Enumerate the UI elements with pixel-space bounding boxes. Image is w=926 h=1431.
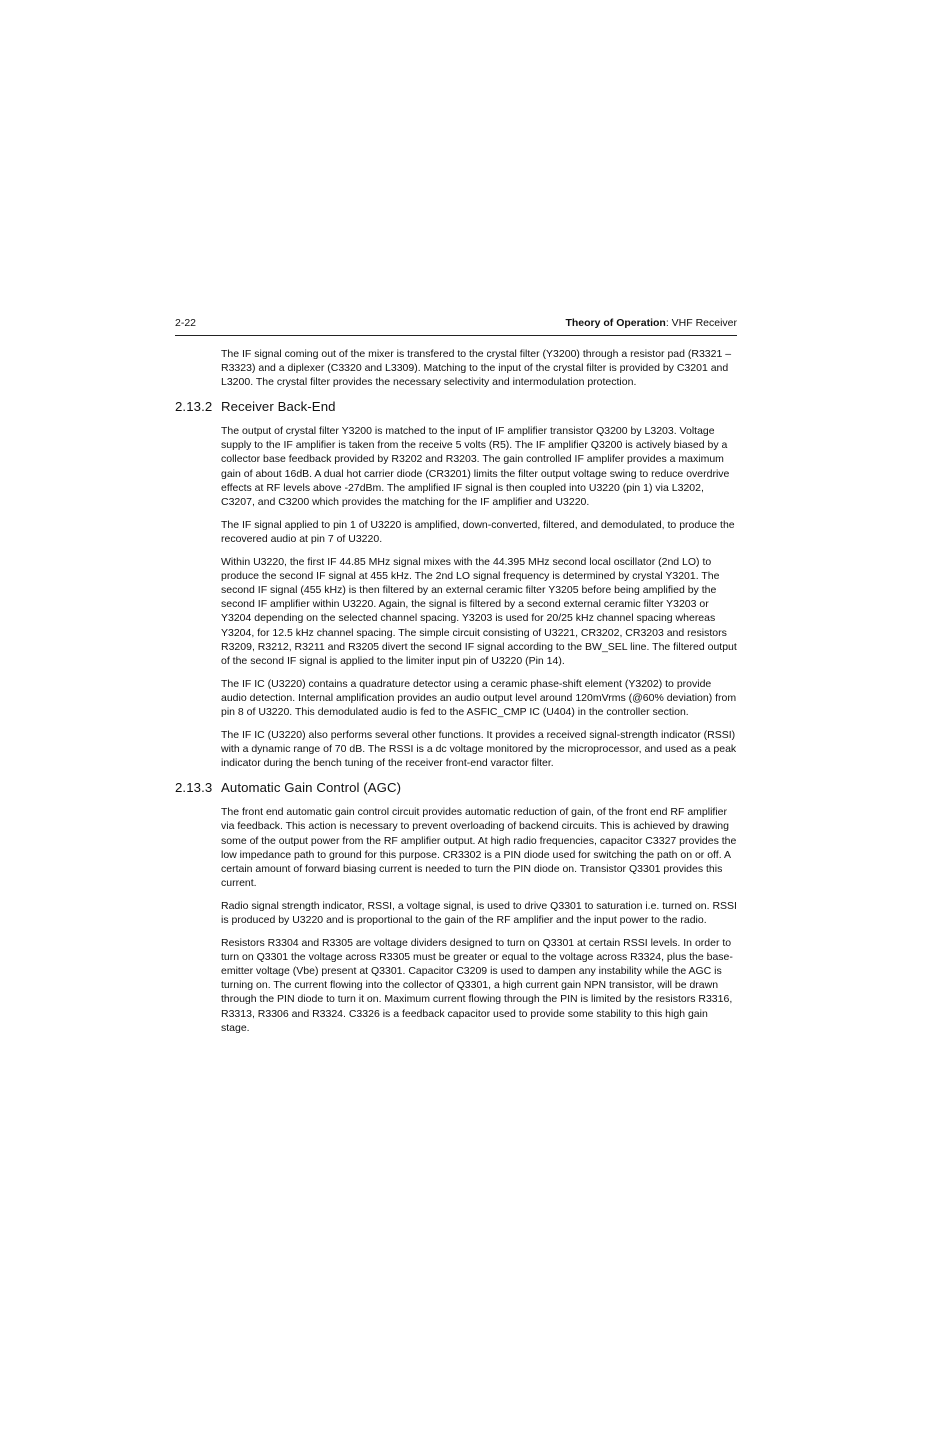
running-title [565, 317, 737, 329]
body-paragraph: The IF IC (U3220) also performs several other functions. It provides a received signal-strength indicator (RSSI) with a dynamic range of 70 dB. The RSSI is a dc voltage monitored by the microprocessor, and used as a peak indicator during the bench tuning of the receiver front-end varactor filter. [221, 729, 737, 770]
body-paragraph: The IF signal applied to pin 1 of U3220 is amplified, down-converted, filtered, and demodulated, to produce the recovered audio at pin 7 of U3220. [221, 518, 735, 545]
body-paragraph: The IF IC (U3220) contains a quadrature detector using a ceramic phase-shift element (Y3202) to provide audio detection. Internal amplification provides an audio output level around 120mVrms (@60% deviation) from pin 8 of U3220. This demodulated audio is fed to the ASFIC_CMP IC (U404) in the controller section. [221, 677, 737, 718]
section-number: 2.13.3 [175, 780, 213, 796]
intro-paragraph: The IF signal coming out of the mixer is transfered to the crystal filter (Y3200) through a resistor pad (R3321 – R3323) and a diplexer (C3320 and L3309). Matching to the input of the crystal filter is provided by C3201 and L3200. The crystal filter provides the necessary selectivity and intermodulation protection. [221, 348, 732, 389]
running-title-rest: : VHF Receiver [665, 317, 737, 329]
section-heading-receiver-back-end [175, 398, 737, 415]
body-paragraph: The front end automatic gain control circuit provides automatic reduction of gain, of the front end RF amplifier via feedback. This action is necessary to prevent overloading of backend circuits. This is achieved by drawing some of the output power from the RF amplifier output. At high radio frequencies, capacitor C3327 provides the low impedance path to ground for this purpose. CR3302 is a PIN diode used for switching the path on or off. A certain amount of forward biasing current is needed to turn the PIN diode on. Transistor Q3301 provides this current. [221, 806, 737, 889]
section-title: Receiver Back-End [221, 399, 336, 415]
section-heading-agc [175, 779, 737, 796]
running-title-bold: Theory of Operation [565, 317, 666, 329]
page-header [175, 316, 737, 336]
body-paragraph: Within U3220, the first IF 44.85 MHz signal mixes with the 44.395 MHz second local oscillator (2nd LO) to produce the second IF signal at 455 kHz. The 2nd LO signal frequency is determined by crystal Y3201. The second IF signal (455 kHz) is then filtered by an external ceramic filter Y3205 before being amplified by the second IF amplifier within U3220. Again, the signal is filtered by a second external ceramic filter Y3203 or Y3204 depending on the selected channel spacing. Y3203 is used for 20/25 kHz channel spacing whereas Y3204, for 12.5 kHz channel spacing. The simple circuit consisting of U3221, CR3202, CR3203 and resistors R3209, R3212, R3211 and R3205 divert the second IF signal according to the BW_SEL line. The filtered output of the second IF signal is applied to the limiter input pin of U3220 (Pin 14). [221, 556, 737, 667]
body-paragraph: Resistors R3304 and R3305 are voltage dividers designed to turn on Q3301 at certain RSSI levels. In order to turn on Q3301 the voltage across R3305 must be greater or equal to the voltage across R3324, plus the base-emitter voltage (Vbe) present at Q3301. Capacitor C3209 is used to dampen any instability while the AGC is turning on. The current flowing into the collector of Q3301, a high current gain NPN transistor, will be drawn through the PIN diode to turn it on. Maximum current flowing through the PIN is limited by the resistors R3316, R3313, R3306 and R3324. C3326 is a feedback capacitor used to provide some stability to this high gain stage. [221, 937, 733, 1034]
section-number: 2.13.2 [175, 399, 213, 415]
section-title: Automatic Gain Control (AGC) [221, 780, 402, 796]
page-number: 2-22 [175, 317, 197, 329]
body-paragraph: Radio signal strength indicator, RSSI, a voltage signal, is used to drive Q3301 to saturation i.e. turned on. RSSI is produced by U3220 and is proportional to the gain of the RF amplifier and the input power to the radio. [221, 899, 737, 926]
page-body [175, 347, 737, 1044]
body-paragraph: The output of crystal filter Y3200 is matched to the input of IF amplifier transistor Q3200 by L3203. Voltage supply to the IF amplifier is taken from the receive 5 volts (R5). The IF amplifier Q3200 is actively biased by a collector base feedback provided by R3202 and R3203. The gain controlled IF amplifer provides a maximum gain of about 16dB. A dual hot carrier diode (CR3201) limits the filter output voltage swing to reduce overdrive effects at RF levels above -27dBm. The amplified IF signal is then coupled into U3220 (pin 1) via L3202, C3207, and C3200 which provides the matching for the IF amplifier and U3220. [221, 425, 730, 508]
